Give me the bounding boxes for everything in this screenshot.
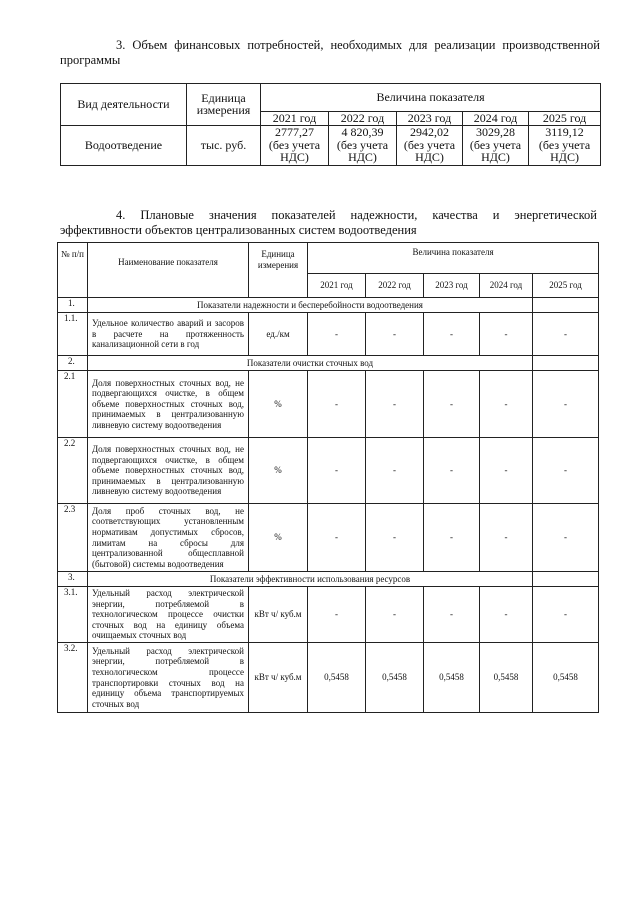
- section4-heading: [60, 208, 597, 238]
- year-header: 2022 год: [366, 274, 424, 298]
- year-header: 2025 год: [529, 112, 601, 126]
- row-value: -: [480, 438, 533, 504]
- year-header: 2024 год: [480, 274, 533, 298]
- col-num-header: № п/п: [58, 243, 88, 298]
- row-value: -: [424, 587, 480, 643]
- row-value: 0,5458: [480, 643, 533, 713]
- value-cell: [529, 125, 601, 165]
- row-value: -: [308, 313, 366, 356]
- row-num: 2.3: [58, 504, 88, 572]
- year-header: 2021 год: [261, 112, 329, 126]
- row-value: -: [480, 587, 533, 643]
- row-value: -: [480, 313, 533, 356]
- empty-cell: [533, 572, 599, 587]
- value-cell: [329, 125, 397, 165]
- year-header: 2022 год: [329, 112, 397, 126]
- section-title: Показатели очистки сточных вод: [88, 356, 533, 371]
- section3-heading-line2: программы: [60, 53, 121, 67]
- section-num: 3.: [58, 572, 88, 587]
- empty-cell: [533, 298, 599, 313]
- row-value: -: [533, 587, 599, 643]
- row-value: 0,5458: [308, 643, 366, 713]
- section3-heading-line1: 3. Объем финансовых потребностей, необходимых для реализации производственной: [116, 38, 600, 52]
- activity-cell: Водоотведение: [61, 125, 187, 165]
- row-value: -: [308, 371, 366, 438]
- row-value: -: [424, 371, 480, 438]
- row-value: -: [366, 371, 424, 438]
- row-value: 0,5458: [533, 643, 599, 713]
- value-note: (без учета НДС): [336, 137, 389, 165]
- row-value: -: [424, 504, 480, 572]
- row-unit: кВт ч/ куб.м: [249, 643, 308, 713]
- value-cell: [397, 125, 463, 165]
- unit-cell: тыс. руб.: [187, 125, 261, 165]
- section-num: 1.: [58, 298, 88, 313]
- section-row: [58, 298, 599, 313]
- section3-heading: [60, 38, 600, 68]
- row-name: Доля поверхностных сточных вод, не подвергающихся очистке, в общем объеме поверхностных сточных вод, принимаемых в централизованную ливневую систему водоотведения: [88, 371, 249, 438]
- col-unit-header: Единица измерения: [187, 84, 261, 126]
- year-header: 2025 год: [533, 274, 599, 298]
- table-row: [61, 125, 601, 165]
- value-note: (без учета НДС): [268, 137, 321, 165]
- col-value-header: Величина показателя: [308, 243, 599, 274]
- section-row: [58, 572, 599, 587]
- empty-cell: [533, 356, 599, 371]
- indicators-table: [57, 242, 599, 713]
- section-num: 2.: [58, 356, 88, 371]
- table-row: [58, 313, 599, 356]
- value-cell: [261, 125, 329, 165]
- value-number: 2777,27: [275, 125, 314, 140]
- row-num: 3.1.: [58, 587, 88, 643]
- value-cell: [463, 125, 529, 165]
- row-name: Доля проб сточных вод, не соответствующих установленным нормативам допустимых сбросов, лимитам на сбросы для централизованной общесплавной (бытовой) системы водоотведения: [88, 504, 249, 572]
- row-value: -: [533, 504, 599, 572]
- value-note: (без учета НДС): [403, 137, 456, 165]
- row-value: 0,5458: [366, 643, 424, 713]
- row-value: -: [366, 438, 424, 504]
- financial-needs-table: [60, 83, 601, 166]
- value-number: 3119,12: [545, 125, 584, 140]
- row-unit: %: [249, 504, 308, 572]
- row-name: Удельное количество аварий и засоров в расчете на протяженность канализационной сети в год: [88, 313, 249, 356]
- row-name: Доля поверхностных сточных вод, не подвергающихся очистке, в общем объеме поверхностных сточных вод, принимаемых в централизованную ливневую систему водоотведения: [88, 438, 249, 504]
- row-value: -: [366, 587, 424, 643]
- row-num: 2.2: [58, 438, 88, 504]
- value-note: (без учета НДС): [538, 137, 591, 165]
- year-header: 2023 год: [424, 274, 480, 298]
- table-row: [58, 371, 599, 438]
- table-row: [58, 504, 599, 572]
- col-unit-header: Единица измерения: [249, 243, 308, 298]
- row-value: -: [308, 438, 366, 504]
- section-row: [58, 356, 599, 371]
- year-header: 2021 год: [308, 274, 366, 298]
- row-name: Удельный расход электрической энергии, потребляемой в технологическом процессе очистки сточных вод на единицу объема очищаемых сточных вод: [88, 587, 249, 643]
- value-number: 3029,28: [476, 125, 515, 140]
- year-header: 2023 год: [397, 112, 463, 126]
- row-num: 1.1.: [58, 313, 88, 356]
- row-value: -: [480, 504, 533, 572]
- row-value: -: [424, 313, 480, 356]
- row-num: 3.2.: [58, 643, 88, 713]
- row-value: -: [366, 313, 424, 356]
- table-row: [58, 643, 599, 713]
- col-name-header: Наименование показателя: [88, 243, 249, 298]
- row-value: -: [308, 587, 366, 643]
- row-value: 0,5458: [424, 643, 480, 713]
- value-note: (без учета НДС): [469, 137, 522, 165]
- col-activity-header: Вид деятельности: [61, 84, 187, 126]
- col-value-header: Величина показателя: [261, 84, 601, 112]
- row-unit: %: [249, 371, 308, 438]
- table-row: [58, 438, 599, 504]
- row-unit: кВт ч/ куб.м: [249, 587, 308, 643]
- section4-heading-line1: 4. Плановые значения показателей надежности, качества и энергетической: [116, 208, 597, 222]
- row-num: 2.1: [58, 371, 88, 438]
- row-value: -: [424, 438, 480, 504]
- year-header: 2024 год: [463, 112, 529, 126]
- section-title: Показатели эффективности использования ресурсов: [88, 572, 533, 587]
- row-value: -: [533, 438, 599, 504]
- table-row: [58, 587, 599, 643]
- row-unit: ед./км: [249, 313, 308, 356]
- row-unit: %: [249, 438, 308, 504]
- row-value: -: [366, 504, 424, 572]
- row-name: Удельный расход электрической энергии, потребляемой в технологическом процессе транспортировки сточных вод на единицу объема транспортируемых сточных вод: [88, 643, 249, 713]
- section4-heading-line2: эффективности объектов централизованных систем водоотведения: [60, 223, 417, 237]
- value-number: 4 820,39: [341, 125, 384, 140]
- row-value: -: [480, 371, 533, 438]
- row-value: -: [533, 313, 599, 356]
- row-value: -: [308, 504, 366, 572]
- section-title: Показатели надежности и бесперебойности водоотведения: [88, 298, 533, 313]
- value-number: 2942,02: [410, 125, 449, 140]
- row-value: -: [533, 371, 599, 438]
